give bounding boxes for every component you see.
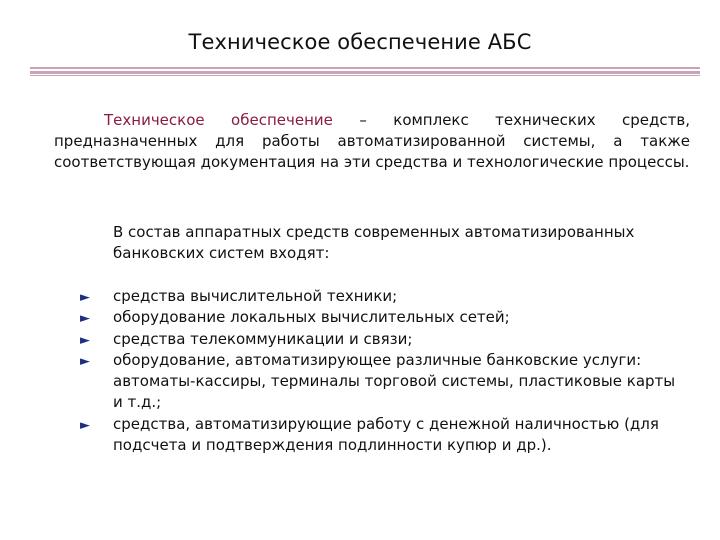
list-item — [0, 286, 683, 307]
intro-paragraph: В состав аппаратных средств современных автоматизированных банковских систем входят: — [113, 223, 635, 262]
divider-line — [30, 71, 700, 74]
triangle-right-icon: ► — [80, 353, 90, 369]
definition-term: Техническое обеспечение — [104, 111, 333, 129]
triangle-right-icon: ► — [80, 290, 90, 305]
triangle-right-icon: ► — [80, 311, 90, 327]
list-item-text: средства вычислительной техники; — [113, 287, 398, 305]
definition-paragraph — [54, 110, 690, 173]
list-item-text: средства телекоммуникации и связи; — [113, 329, 413, 348]
list-item — [0, 414, 683, 457]
divider-line — [30, 67, 700, 69]
list-item-text: оборудование, автоматизирующее различные банковские услуги: автоматы-кассиры, терминалы торговой системы, пластиковые карты и т.д.; — [113, 350, 676, 412]
page-title: Техническое обеспечение АБС — [188, 30, 532, 54]
hardware-list — [0, 286, 720, 456]
list-item-text: средства, автоматизирующие работу с денежной наличностью (для подсчета и подтверждения подлинности купюр и др.). — [113, 414, 659, 455]
list-item-text: оборудование локальных вычислительных сетей; — [113, 308, 510, 327]
triangle-right-icon: ► — [80, 332, 90, 348]
list-item — [0, 350, 683, 414]
list-item — [0, 307, 683, 328]
triangle-right-icon: ► — [80, 417, 90, 433]
divider-line — [30, 75, 700, 76]
list-item — [0, 329, 683, 350]
definition-text: – комплекс технических средств, предназначенных для работы автоматизированной системы, а также соответствующая документация на эти средства и технологические процессы. — [54, 111, 690, 171]
title-divider — [30, 67, 700, 76]
